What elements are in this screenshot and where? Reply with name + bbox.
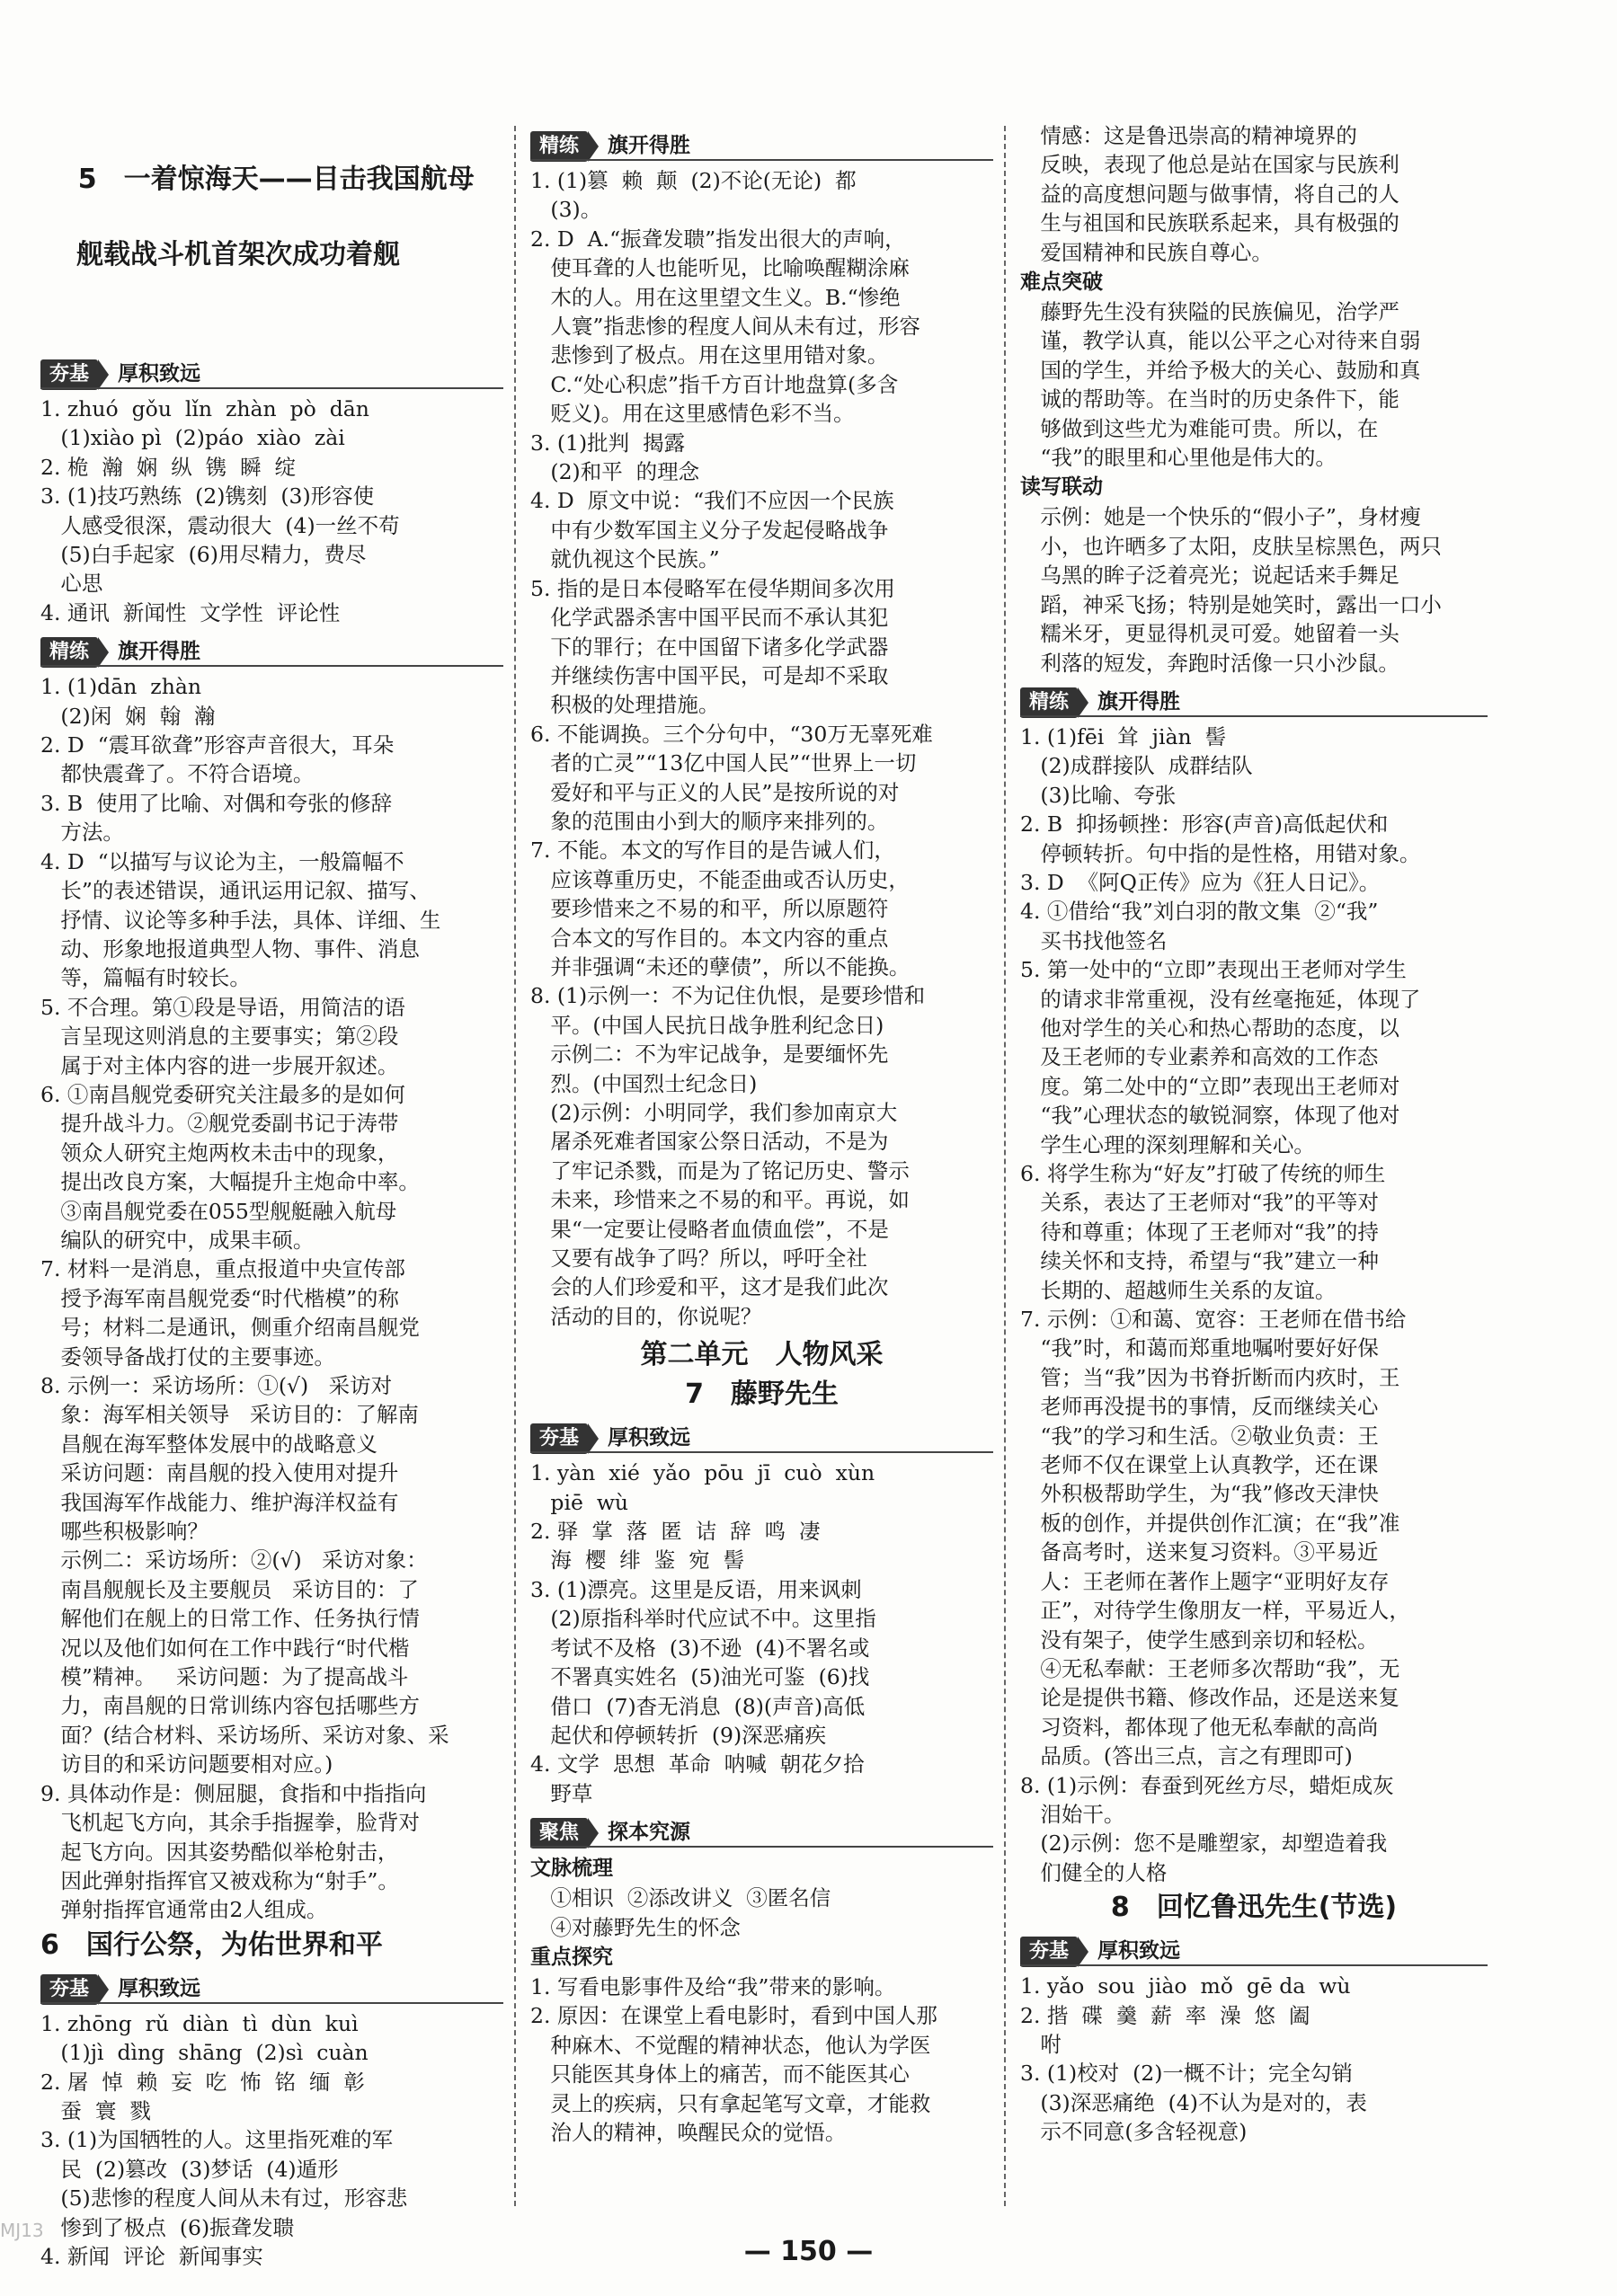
section-label: 旗开得胜 bbox=[118, 640, 201, 664]
section-tag: 精练 bbox=[40, 637, 98, 668]
answer-block bbox=[530, 1458, 993, 1808]
text-line: (3)深恶痛绝 (4)不认为是对的，表 bbox=[1020, 2089, 1367, 2115]
text-line: 平。(中国人民抗日战争胜利纪念日) bbox=[530, 1012, 884, 1038]
text-line: 8. 示例一：采访场所：①(√) 采访对 bbox=[40, 1373, 393, 1398]
section-label: 厚积致远 bbox=[1097, 1939, 1181, 1964]
text-line: 2. B 抑扬顿挫：形容(声音)高低起伏和 bbox=[1020, 811, 1389, 838]
unit-title: 第二单元 人物风采 bbox=[640, 1339, 884, 1371]
text-line: C.“处心积虑”指千方百计地盘算(多含 bbox=[530, 371, 899, 397]
text-line: “我”的学习和生活。②敬业负责：王 bbox=[1020, 1423, 1379, 1449]
section-tag: 夯基 bbox=[40, 359, 98, 390]
text-line: 4. D 原文中说：“我们不应因一个民族 bbox=[530, 488, 894, 514]
section-tag: 精练 bbox=[1020, 687, 1078, 718]
section-label: 厚积致远 bbox=[608, 1426, 691, 1450]
answer-block bbox=[1020, 297, 1488, 472]
text-line: 7. 材料一是消息，重点报道中央宣传部 bbox=[40, 1256, 405, 1282]
answer-block bbox=[1020, 1972, 1488, 2146]
text-line: 积极的处理措施。 bbox=[530, 692, 720, 718]
text-line: (3)比喻、夸张 bbox=[1020, 782, 1177, 808]
lesson-5-title-line1: 5 一着惊海天——目击我国航母 bbox=[77, 164, 475, 195]
text-line: 6. ①南昌舰党委研究关注最多的是如何 bbox=[40, 1081, 405, 1107]
text-line: 中有少数军国主义分子发起侵略战争 bbox=[530, 517, 889, 543]
lesson-6-title: 6 国行公祭，为佑世界和平 bbox=[40, 1928, 383, 1961]
text-line: 化学武器杀害中国平民而不承认其犯 bbox=[530, 605, 889, 631]
text-line: 学生心理的深刻理解和关心。 bbox=[1020, 1131, 1315, 1157]
text-line: 示例二：不为牢记战争，是要缅怀先 bbox=[530, 1042, 889, 1068]
text-line: 够做到这些尤为难能可贵。所以，在 bbox=[1020, 415, 1379, 441]
text-line: ④无私奉献：王老师多次帮助“我”，无 bbox=[1020, 1655, 1400, 1681]
text-line: 生与祖国和民族联系起来，具有极强的 bbox=[1020, 210, 1399, 236]
section-label: 旗开得胜 bbox=[1097, 689, 1181, 714]
text-line: 哪些积极影响？ bbox=[40, 1519, 209, 1545]
text-line: 1. yàn xié yǎo pōu jī cuò xùn bbox=[530, 1460, 875, 1486]
text-line: 8. (1)示例：春蚕到死丝方尽，蜡炬成灰 bbox=[1020, 1772, 1394, 1798]
text-line: ①相识 ②添改讲义 ③匿名信 bbox=[530, 1885, 831, 1911]
text-line: (2)原指科举时代应试不中。这里指 bbox=[530, 1606, 876, 1632]
text-line: 泪始干。 bbox=[1020, 1801, 1125, 1827]
text-line: 他对学生的关心和热心帮助的态度，以 bbox=[1020, 1015, 1399, 1041]
text-line: 3. (1)校对 (2)一概不计；完全勾销 bbox=[1020, 2061, 1353, 2087]
text-line: (1)jì dìng shāng (2)sì cuàn bbox=[40, 2040, 369, 2066]
text-line: 6. 不能调换。三个分句中，“30万无辜死难 bbox=[530, 721, 933, 747]
text-line: 3. (1)为国牺牲的人。这里指死难的军 bbox=[40, 2127, 394, 2153]
text-line: 8. (1)示例一：不为记住仇恨，是要珍惜和 bbox=[530, 983, 926, 1009]
text-line: 待和尊重；体现了王老师对“我”的持 bbox=[1020, 1219, 1379, 1245]
text-line: 会的人们珍爱和平，这才是我们此次 bbox=[530, 1274, 889, 1300]
section-tag: 精练 bbox=[530, 131, 588, 162]
text-line: 3. (1)技巧熟练 (2)镌刻 (3)形容使 bbox=[40, 483, 375, 510]
text-line: 惨到了极点 (6)振聋发聩 bbox=[40, 2214, 295, 2240]
text-line: 外积极帮助学生，为“我”修改天津快 bbox=[1020, 1481, 1379, 1507]
text-line: 藤野先生没有狭隘的民族偏见，治学严 bbox=[1020, 299, 1399, 325]
text-line: (2)闲 娴 翰 瀚 bbox=[40, 703, 216, 729]
text-line: (5)白手起家 (6)用尽精力，费尽 bbox=[40, 542, 367, 568]
text-line: 人：王老师在著作上题字“亚明好友存 bbox=[1020, 1568, 1390, 1594]
text-line: 2. 驿 掌 落 匿 诘 辞 鸣 凄 bbox=[530, 1519, 821, 1545]
text-line: 续关怀和支持，希望与“我”建立一种 bbox=[1020, 1248, 1379, 1274]
column-divider-1 bbox=[514, 126, 516, 2206]
answer-block bbox=[40, 394, 503, 627]
text-line: 9. 具体动作是：侧屈腿，食指和中指指向 bbox=[40, 1780, 427, 1806]
text-line: 管；当“我”因为书脊折断而内疚时，王 bbox=[1020, 1364, 1400, 1390]
answer-block bbox=[530, 1884, 993, 1942]
section-label: 厚积致远 bbox=[118, 1976, 201, 2000]
text-line: 领众人研究主炮两枚未击中的现象， bbox=[40, 1139, 399, 1166]
text-line: 人感受很深，震动很大 (4)一丝不苟 bbox=[40, 512, 400, 538]
column-1 bbox=[40, 121, 503, 2271]
text-line: (3)。 bbox=[530, 197, 602, 223]
text-line: 就仇视这个民族。” bbox=[530, 546, 720, 572]
text-line: 考试不及格 (3)不逊 (4)不署名或 bbox=[530, 1635, 870, 1661]
section-tag: 夯基 bbox=[530, 1423, 588, 1454]
text-line: 品质。(答出三点，言之有理即可) bbox=[1020, 1743, 1353, 1769]
section-header bbox=[1020, 1930, 1488, 1966]
text-line: 模”精神。 采访问题：为了提高战斗 bbox=[40, 1664, 409, 1690]
subsection-title: 文脉梳理 bbox=[530, 1857, 613, 1881]
section-header bbox=[40, 1968, 503, 2004]
text-line: 7. 示例：①和蔼、宽容：王老师在借书给 bbox=[1020, 1307, 1407, 1333]
text-line: 不署真实姓名 (5)油光可鉴 (6)找 bbox=[530, 1664, 870, 1690]
text-line: 委领导备战打仗的主要事迹。 bbox=[40, 1343, 335, 1370]
text-line: “我”时，和蔼而郑重地嘱咐要好好保 bbox=[1020, 1335, 1379, 1361]
text-line: 1. (1)篡 赖 颠 (2)不论(无论) 都 bbox=[530, 168, 857, 193]
text-line: 提出改良方案，大幅提升主炮命中率。 bbox=[40, 1169, 420, 1195]
text-line: 象的范围由小到大的顺序来排列的。 bbox=[530, 808, 889, 834]
text-line: 情感：这是鲁迅崇高的精神境界的 bbox=[1020, 123, 1357, 148]
section-label: 探本究源 bbox=[608, 1821, 691, 1845]
text-line: 采访问题：南昌舰的投入使用对提升 bbox=[40, 1460, 399, 1486]
text-line: 只能医其身体上的痛苦，而不能医其心 bbox=[530, 2061, 910, 2088]
text-line: 弹射指挥官通常由2人组成。 bbox=[40, 1897, 328, 1923]
text-line: 了牢记杀戮，而是为了铭记历史、警示 bbox=[530, 1157, 910, 1183]
text-line: 2. D A.“振聋发聩”指发出很大的声响， bbox=[530, 226, 906, 252]
section-header bbox=[530, 125, 993, 161]
text-line: 悲惨到了极点。用在这里用错对象。 bbox=[530, 342, 889, 368]
text-line: 1. (1)dān zhàn bbox=[40, 674, 201, 700]
text-line: (2)成群接队 成群结队 bbox=[1020, 753, 1253, 779]
text-line: 1. zhuó gǒu lǐn zhàn pò dān bbox=[40, 396, 369, 421]
text-line: 并继续伤害中国平民，可是却不采取 bbox=[530, 662, 889, 688]
text-line: 言呈现这则消息的主要事实；第②段 bbox=[40, 1024, 399, 1050]
text-line: 1. zhōng rǔ diàn tì dùn kuì bbox=[40, 2010, 359, 2036]
text-line: 小，也许晒多了太阳，皮肤呈棕黑色，两只 bbox=[1020, 533, 1442, 559]
text-line: 活动的目的，你说呢？ bbox=[530, 1303, 762, 1329]
text-line: 蹈，神采飞扬；特别是她笑时，露出一口小 bbox=[1020, 591, 1442, 617]
text-line: 烈。(中国烈士纪念日) bbox=[530, 1070, 758, 1096]
lesson-7-title: 7 藤野先生 bbox=[685, 1378, 839, 1411]
text-line: 2. 桅 瀚 娴 纵 镌 瞬 绽 bbox=[40, 454, 297, 480]
section-header bbox=[530, 1417, 993, 1453]
section-tag: 夯基 bbox=[40, 1974, 98, 2005]
section-label: 旗开得胜 bbox=[608, 134, 691, 157]
lesson-5-title bbox=[40, 123, 503, 350]
text-line: 老师不仅在课堂上认真教学，还在课 bbox=[1020, 1452, 1379, 1478]
page-number: — 150 — bbox=[743, 2236, 874, 2267]
text-line: 4. 文学 思想 革命 呐喊 朝花夕拾 bbox=[530, 1751, 865, 1777]
text-line: 6. 将学生称为“好友”打破了传统的师生 bbox=[1020, 1161, 1386, 1186]
text-line: 诚的帮助等。在当时的历史条件下，能 bbox=[1020, 386, 1399, 412]
text-line: 心思 bbox=[40, 571, 103, 597]
text-line: 5. 第一处中的“立即”表现出王老师对学生 bbox=[1020, 957, 1407, 983]
text-line: 4. 通讯 新闻性 文学性 评论性 bbox=[40, 599, 341, 625]
text-line: 示例：她是一个快乐的“假小子”，身材瘦 bbox=[1020, 504, 1421, 530]
text-line: 2. D “震耳欲聋”形容声音很大，耳朵 bbox=[40, 732, 395, 758]
text-line: 的请求非常重视，没有丝毫拖延，体现了 bbox=[1020, 986, 1421, 1012]
text-line: 2. 屠 悼 赖 妄 吃 怖 铭 缅 彰 bbox=[40, 2069, 365, 2095]
text-line: 飞机起飞方向，其余手指握拳，脸背对 bbox=[40, 1810, 420, 1836]
text-line: ③南昌舰党委在055型舰艇融入航母 bbox=[40, 1198, 397, 1224]
answer-block bbox=[40, 672, 503, 1924]
text-line: 长期的、超越师生关系的友谊。 bbox=[1020, 1277, 1337, 1303]
text-line: 关系，表达了王老师对“我”的平等对 bbox=[1020, 1190, 1379, 1216]
answer-block bbox=[40, 2009, 503, 2272]
section-header bbox=[530, 1812, 993, 1848]
section-tag: 聚焦 bbox=[530, 1818, 588, 1848]
text-line: 提升战斗力。②舰党委副书记于涛带 bbox=[40, 1111, 399, 1137]
text-line: 合本文的写作目的。本文内容的重点 bbox=[530, 925, 889, 951]
text-line: 人寰”指悲惨的程度人间从未有过，形容 bbox=[530, 314, 920, 340]
text-line: 5. 不合理。第①段是导语，用简洁的语 bbox=[40, 994, 405, 1020]
text-line: 谨，教学认真，能以公平之心对待来自弱 bbox=[1020, 328, 1421, 354]
text-line: 等，篇幅有时较长。 bbox=[40, 965, 251, 991]
text-line: 咐 bbox=[1020, 2031, 1062, 2057]
text-line: 贬义)。用在这里感情色彩不当。 bbox=[530, 401, 855, 427]
text-line: 3. D 《阿Q正传》应为《狂人日记》。 bbox=[1020, 869, 1381, 895]
text-line: 没有架子，使学生感到亲切和轻松。 bbox=[1020, 1627, 1379, 1653]
text-line: piē wù bbox=[530, 1489, 629, 1515]
text-line: 者的亡灵”“13亿中国人民”“世界上一切 bbox=[530, 750, 917, 776]
lesson-8-title: 8 回忆鲁迅先生(节选) bbox=[1110, 1892, 1398, 1924]
text-line: 益的高度想问题与做事情，将自己的人 bbox=[1020, 181, 1399, 207]
text-line: (2)示例：小明同学，我们参加南京大 bbox=[530, 1100, 898, 1125]
text-line: 论是提供书籍、修改作品，还是送来复 bbox=[1020, 1685, 1399, 1711]
text-line: 海 樱 绯 鉴 宛 髻 bbox=[530, 1547, 745, 1574]
text-line: 备高考时，送来复习资料。③平易近 bbox=[1020, 1539, 1379, 1565]
text-line: 停顿转折。句中指的是性格，用错对象。 bbox=[1020, 840, 1421, 866]
text-line: 因此弹射指挥官又被戏称为“射手”。 bbox=[40, 1867, 399, 1893]
text-line: 木的人。用在这里望文生义。B.“惨绝 bbox=[530, 284, 901, 310]
text-line: 力，南昌舰的日常训练内容包括哪些方 bbox=[40, 1693, 420, 1719]
text-line: 起飞方向。因其姿势酷似举枪射击， bbox=[40, 1839, 399, 1865]
text-line: 授予海军南昌舰党委“时代楷模”的称 bbox=[40, 1285, 399, 1311]
section-tag: 夯基 bbox=[1020, 1937, 1078, 1967]
text-line: 3. (1)漂亮。这里是反语，用来讽刺 bbox=[530, 1576, 862, 1602]
text-line: (1)xiào pì (2)páo xiào zài bbox=[40, 425, 345, 451]
text-line: 度。第二处中的“立即”表现出王老师对 bbox=[1020, 1073, 1400, 1099]
text-line: 动、形象地报道典型人物、事件、消息 bbox=[40, 935, 420, 962]
text-line: 又要有战争了吗？所以，呼吁全社 bbox=[530, 1246, 867, 1272]
text-line: 南昌舰舰长及主要舰员 采访目的：了 bbox=[40, 1576, 419, 1602]
subsection-title: 读写联动 bbox=[1020, 475, 1103, 500]
text-line: 3. (1)批判 揭露 bbox=[530, 430, 686, 456]
text-line: 蚕 寰 戮 bbox=[40, 2097, 151, 2123]
subsection-title: 重点探究 bbox=[530, 1945, 613, 1969]
text-line: 1. 写看电影事件及给“我”带来的影响。 bbox=[530, 1973, 896, 1999]
text-line: 方法。 bbox=[40, 820, 124, 846]
text-line: ④对藤野先生的怀念 bbox=[530, 1914, 741, 1940]
answer-block bbox=[1020, 121, 1488, 267]
text-line: 抒情、议论等多种手法，具体、详细、生 bbox=[40, 907, 441, 933]
text-line: 并非强调“未还的孽债”，所以不能换。 bbox=[530, 953, 911, 980]
section-header bbox=[40, 631, 503, 667]
text-line: 要珍惜来之不易的和平，所以原题符 bbox=[530, 896, 889, 922]
text-line: 解他们在舰上的日常工作、任务执行情 bbox=[40, 1606, 420, 1632]
text-line: 未来，珍惜来之不易的和平。再说，如 bbox=[530, 1187, 910, 1213]
text-line: 5. 指的是日本侵略军在侵华期间多次用 bbox=[530, 575, 895, 601]
text-line: “我”心理状态的敏锐洞察，体现了他对 bbox=[1020, 1103, 1400, 1129]
section-header bbox=[40, 353, 503, 389]
text-line: 借口 (7)杳无消息 (8)(声音)高低 bbox=[530, 1693, 866, 1719]
answer-block bbox=[1020, 502, 1488, 677]
text-line: (2)和平 的理念 bbox=[530, 459, 700, 485]
text-line: 起伏和停顿转折 (9)深恶痛疾 bbox=[530, 1722, 827, 1748]
text-line: 都快震聋了。不符合语境。 bbox=[40, 761, 315, 787]
text-line: 糯米牙，更显得机灵可爱。她留着一头 bbox=[1020, 621, 1399, 647]
text-line: 老师再没提书的事情，反而继续关心 bbox=[1020, 1394, 1379, 1420]
text-line: 买书找他签名 bbox=[1020, 927, 1168, 953]
faint-stamp: MJ13 bbox=[0, 2220, 44, 2241]
answer-block bbox=[530, 1972, 993, 2147]
text-line: 治人的精神，唤醒民众的觉悟。 bbox=[530, 2119, 847, 2145]
text-line: 我国海军作战能力、维护海洋权益有 bbox=[40, 1489, 399, 1515]
section-header bbox=[1020, 681, 1488, 717]
text-line: 习资料，都体现了他无私奉献的高尚 bbox=[1020, 1714, 1379, 1740]
text-line: 乌黑的眸子泛着亮光；说起话来手舞足 bbox=[1020, 563, 1399, 589]
text-line: 屠杀死难者国家公祭日活动，不是为 bbox=[530, 1129, 889, 1155]
text-line: 象：海军相关领导 采访目的：了解南 bbox=[40, 1402, 419, 1428]
column-3 bbox=[1020, 121, 1488, 2147]
section-label: 厚积致远 bbox=[118, 362, 201, 386]
text-line: 们健全的人格 bbox=[1020, 1859, 1168, 1885]
text-line: 况以及他们如何在工作中践行“时代楷 bbox=[40, 1635, 410, 1661]
text-line: 果“一定要让侵略者血债血偿”，不是 bbox=[530, 1216, 889, 1242]
text-line: 野草 bbox=[530, 1780, 593, 1806]
text-line: 板的创作，并提供创作汇演；在“我”准 bbox=[1020, 1510, 1400, 1536]
text-line: 属于对主体内容的进一步展开叙述。 bbox=[40, 1052, 399, 1078]
text-line: 民 (2)篡改 (3)梦话 (4)遁形 bbox=[40, 2156, 339, 2182]
text-line: 4. D “以描写与议论为主，一般篇幅不 bbox=[40, 848, 404, 874]
text-line: 2. 揩 碟 羹 薪 率 澡 悠 阖 bbox=[1020, 2002, 1310, 2028]
text-line: 示不同意(多含轻视意) bbox=[1020, 2119, 1248, 2145]
text-line: 利落的短发，奔跑时活像一只小沙鼠。 bbox=[1020, 650, 1399, 676]
text-line: 示例二：采访场所：②(√) 采访对象： bbox=[40, 1547, 428, 1574]
text-line: “我”的眼里和心里他是伟大的。 bbox=[1020, 445, 1337, 471]
text-line: 4. 新闻 评论 新闻事实 bbox=[40, 2243, 263, 2269]
text-line: 2. 原因：在课堂上看电影时，看到中国人那 bbox=[530, 2003, 937, 2029]
text-line: 爱好和平与正义的人民”是按所说的对 bbox=[530, 779, 900, 805]
text-line: 昌舰在海军整体发展中的战略意义 bbox=[40, 1431, 378, 1457]
text-line: 4. ①借给“我”刘白羽的散文集 ②“我” bbox=[1020, 899, 1379, 925]
text-line: 1. (1)fēi 耸 jiàn 髻 bbox=[1020, 723, 1227, 749]
text-line: 号；材料二是通讯，侧重介绍南昌舰党 bbox=[40, 1315, 420, 1341]
column-2 bbox=[530, 121, 993, 2147]
text-line: 面？(结合材料、采访场所、采访对象、采 bbox=[40, 1722, 449, 1748]
answer-block bbox=[1020, 722, 1488, 1887]
text-line: 编队的研究中，成果丰硕。 bbox=[40, 1227, 315, 1253]
text-line: (2)示例：您不是雕塑家，却塑造着我 bbox=[1020, 1831, 1388, 1857]
text-line: 爱国精神和民族自尊心。 bbox=[1020, 239, 1273, 265]
text-line: 灵上的疾病，只有拿起笔写文章，才能救 bbox=[530, 2090, 931, 2116]
subsection-title: 难点突破 bbox=[1020, 270, 1103, 295]
text-line: 国的学生，并给予极大的关心、鼓励和真 bbox=[1020, 357, 1421, 383]
text-line: 7. 不能。本文的写作目的是告诫人们， bbox=[530, 838, 895, 864]
text-line: 访目的和采访问题要相对应。) bbox=[40, 1751, 333, 1777]
text-line: 使耳聋的人也能听见，比喻唤醒糊涂麻 bbox=[530, 255, 910, 281]
lesson-5-title-line2: 舰载战斗机首架次成功着舰 bbox=[76, 239, 400, 270]
text-line: 3. B 使用了比喻、对偶和夸张的修辞 bbox=[40, 790, 393, 816]
text-line: 正”，对待学生像朋友一样，平易近人， bbox=[1020, 1598, 1410, 1624]
text-line: 下的罪行；在中国留下诸多化学武器 bbox=[530, 634, 889, 660]
text-line: 及王老师的专业素养和高效的工作态 bbox=[1020, 1044, 1379, 1070]
text-line: 种麻木、不觉醒的精神状态，他认为学医 bbox=[530, 2032, 931, 2058]
text-line: 长”的表述错误，通讯运用记叙、描写、 bbox=[40, 878, 431, 904]
text-line: (5)悲惨的程度人间从未有过，形容悲 bbox=[40, 2185, 408, 2212]
answer-block bbox=[530, 166, 993, 1331]
text-line: 反映，表现了他总是站在国家与民族利 bbox=[1020, 152, 1399, 178]
text-line: 1. yǎo sou jiào mǒ gē da wù bbox=[1020, 1973, 1351, 1999]
text-line: 应该尊重历史，不能歪曲或否认历史， bbox=[530, 866, 910, 892]
column-divider-2 bbox=[1004, 126, 1006, 2206]
